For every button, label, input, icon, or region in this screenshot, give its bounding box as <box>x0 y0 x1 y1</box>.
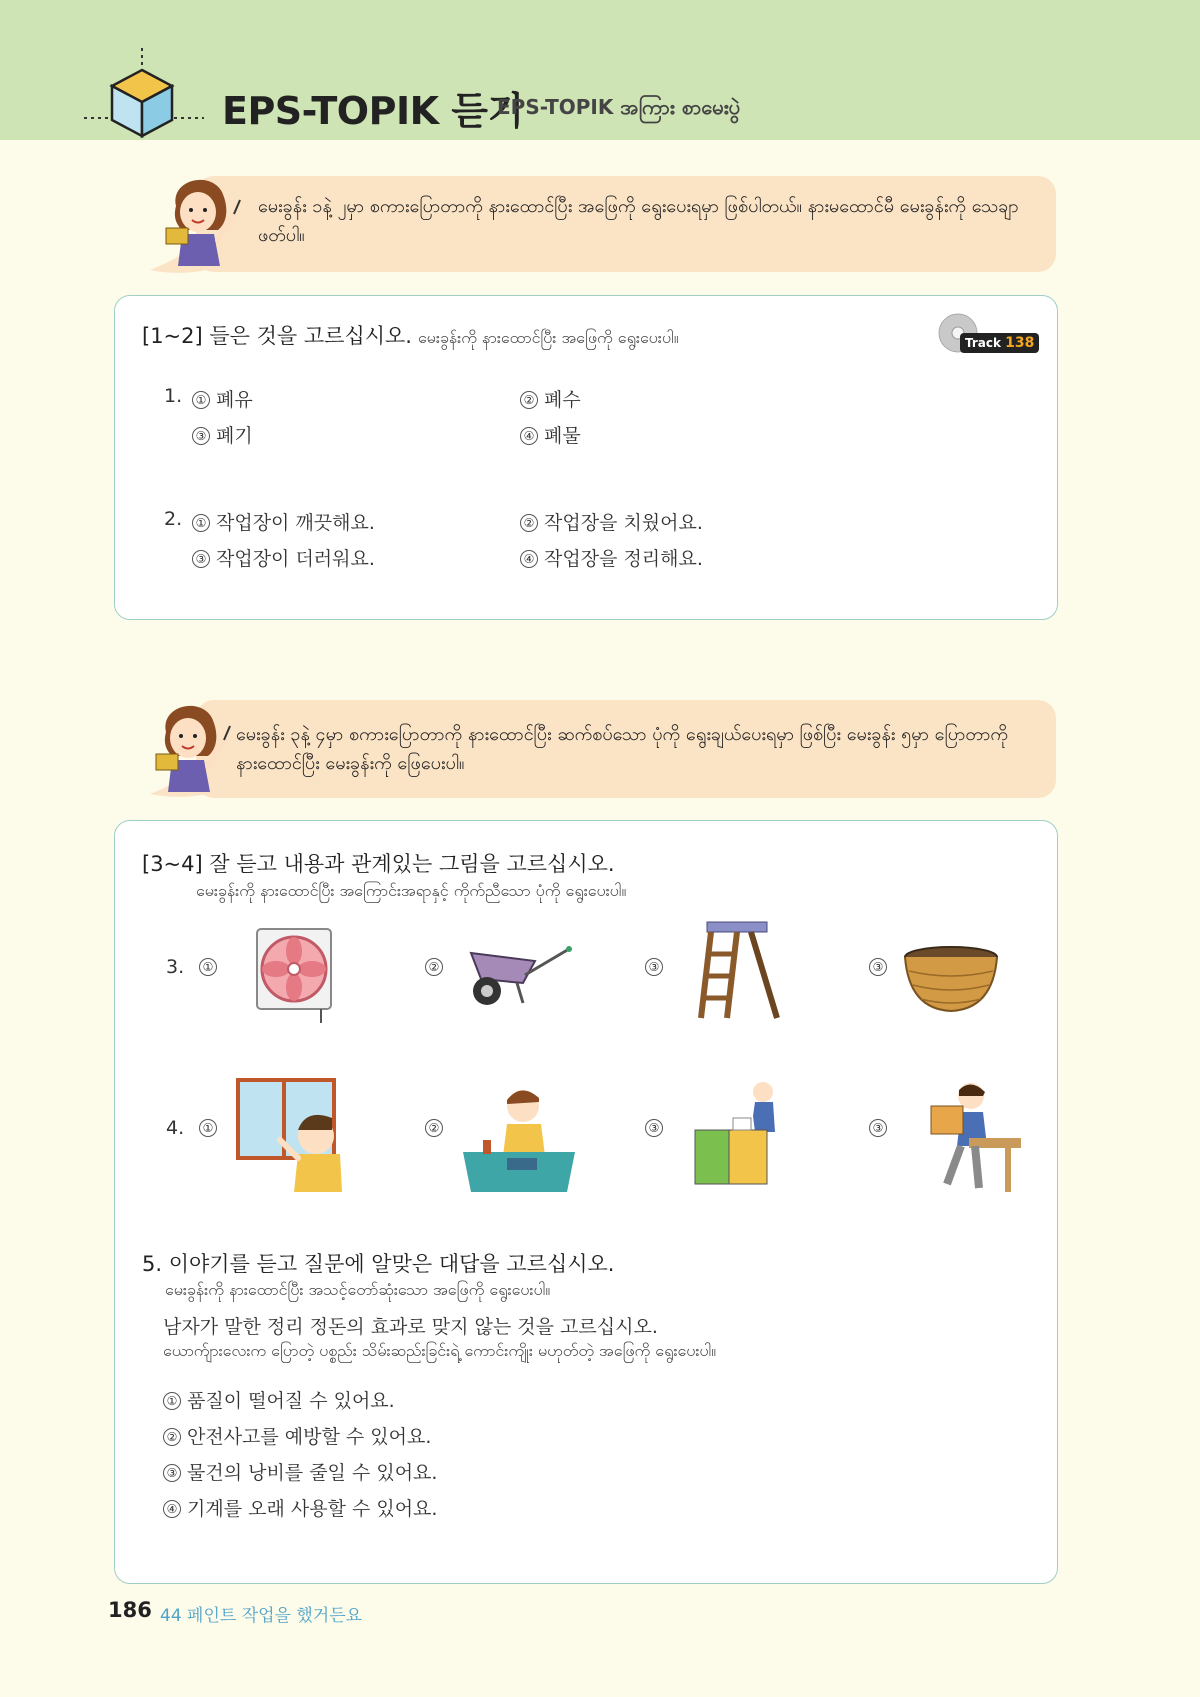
man-sorting-bins-icon <box>693 1080 779 1186</box>
page-number: 186 <box>108 1598 152 1622</box>
option-mark: ③ <box>869 1119 887 1137</box>
option-text: 품질이 떨어질 수 있어요. <box>187 1390 395 1412</box>
track-audio-button[interactable] <box>938 313 1035 357</box>
q2-option-3[interactable] <box>192 544 375 571</box>
option-mark: ③ <box>192 550 210 568</box>
question-number-3: 3. <box>166 956 185 978</box>
option-mark: ④ <box>520 550 538 568</box>
q5-option-3[interactable] <box>163 1458 437 1485</box>
teacher-icon <box>150 696 240 792</box>
option-text: 작업장이 더러워요. <box>216 548 375 570</box>
wheelbarrow-icon <box>465 935 580 1015</box>
q1-option-4[interactable] <box>520 421 581 448</box>
option-text: 폐물 <box>544 425 581 447</box>
q1-option-1[interactable] <box>192 385 253 412</box>
option-mark: ② <box>425 958 443 976</box>
q3-option-4[interactable] <box>869 956 893 978</box>
track-number: 138 <box>1005 335 1035 351</box>
instruction-text-2: မေးခွန်း ၃နဲ့ ၄မှာ စကားပြောတာကို နားထောင်ပြီး ဆက်စပ်သော ပုံကို ရွေးချယ်ပေးရမှာ ဖြစ်ပြီး မေးခွန်း ၅မှာ ပြောတာကို နားထောင်ပြီး မေးခွန်းကို ဖြေပေးပါ။ <box>236 724 1008 774</box>
instruction-bubble-1 <box>196 176 1056 272</box>
question-number-2: 2. <box>164 508 183 530</box>
basket-icon <box>903 945 999 1013</box>
option-mark: ② <box>520 391 538 409</box>
instruction-bubble-2 <box>196 700 1056 798</box>
section-2-heading-my: မေးခွန်းကို နားထောင်ပြီး အကြောင်းအရာနှင့် ကိုက်ညီသော ပုံကို ရွေးပေးပါ။ <box>196 881 627 900</box>
option-mark: ③ <box>645 958 663 976</box>
q3-option-1[interactable] <box>199 956 223 978</box>
q2-option-2[interactable] <box>520 508 703 535</box>
option-mark: ③ <box>192 427 210 445</box>
q4-option-2[interactable] <box>425 1117 449 1139</box>
instruction-text-1: မေးခွန်း ၁နဲ့ ၂မှာ စကားပြောတာကို နားထောင်ပြီး အဖြေကို ရွေးပေးရမှာ ဖြစ်ပါတယ်။ နားမထောင်မီ မေးခွန်းကို သေချာဖတ်ပါ။ <box>258 196 1019 246</box>
section-1-heading-kr: [1~2] 들은 것을 고르십시오. <box>142 324 412 348</box>
option-text: 폐유 <box>216 389 253 411</box>
exhaust-fan-icon <box>255 925 335 1025</box>
section-1-heading-my: မေးခွန်းကို နားထောင်ပြီး အဖြေကို ရွေးပေးပါ။ <box>417 328 679 347</box>
section-2-heading: [3~4] 잘 듣고 내용과 관계있는 그림을 고르십시오. <box>142 852 615 876</box>
option-text: 폐기 <box>216 425 253 447</box>
option-mark: ③ <box>163 1464 181 1482</box>
question-number-4: 4. <box>166 1117 185 1139</box>
section-1-heading <box>142 320 679 351</box>
section-3-heading: 5. 이야기를 듣고 질문에 알맞은 대답을 고르십시오. <box>142 1252 615 1276</box>
section-3-heading-my: မေးခွန်းကို နားထောင်ပြီး အသင့်တော်ဆုံးသော အဖြေကို ရွေးပေးပါ။ <box>165 1280 551 1299</box>
option-text: 작업장을 정리해요. <box>544 548 703 570</box>
q5-question-my: ယောက်ျားလေးက ပြောတဲ့ ပစ္စည်း သိမ်းဆည်းခြင်းရဲ့ ကောင်းကျိုး မဟုတ်တဲ့ အဖြေကို ရွေးပေးပါ။ <box>163 1341 717 1360</box>
page-title: EPS-TOPIK 듣기 <box>222 89 524 133</box>
q5-option-1[interactable] <box>163 1386 395 1413</box>
q4-option-4[interactable] <box>869 1117 893 1139</box>
man-at-desk-icon <box>463 1080 575 1192</box>
q5-question: 남자가 말한 정리 정돈의 효과로 맞지 않는 것을 고르십시오. <box>163 1316 658 1338</box>
option-mark: ① <box>163 1392 181 1410</box>
option-mark: ② <box>520 514 538 532</box>
man-closing-window-icon <box>236 1078 344 1192</box>
option-mark: ① <box>192 514 210 532</box>
option-text: 물건의 낭비를 줄일 수 있어요. <box>187 1462 438 1484</box>
option-text: 작업장이 깨끗해요. <box>216 512 375 534</box>
track-label: Track <box>965 336 1001 350</box>
ladder-icon <box>697 918 787 1022</box>
option-mark: ④ <box>163 1500 181 1518</box>
q3-option-2[interactable] <box>425 956 449 978</box>
q4-option-1[interactable] <box>199 1117 223 1139</box>
page-subtitle: EPS-TOPIK အကြား စာမေးပွဲ <box>497 95 741 119</box>
option-mark: ① <box>192 391 210 409</box>
q3-option-3[interactable] <box>645 956 669 978</box>
q2-option-4[interactable] <box>520 544 703 571</box>
teacher-icon <box>160 170 250 266</box>
cube-icon <box>84 48 204 144</box>
option-mark: ② <box>425 1119 443 1137</box>
option-mark: ① <box>199 958 217 976</box>
q1-option-3[interactable] <box>192 421 253 448</box>
lesson-title: 44 페인트 작업을 했거든요 <box>160 1606 363 1626</box>
option-mark: ② <box>163 1428 181 1446</box>
q5-option-2[interactable] <box>163 1422 431 1449</box>
option-text: 안전사고를 예방할 수 있어요. <box>187 1426 432 1448</box>
q5-option-4[interactable] <box>163 1494 437 1521</box>
q1-option-2[interactable] <box>520 385 581 412</box>
option-text: 기계를 오래 사용할 수 있어요. <box>187 1498 438 1520</box>
option-mark: ④ <box>520 427 538 445</box>
option-mark: ① <box>199 1119 217 1137</box>
question-number-1: 1. <box>164 385 183 407</box>
option-mark: ③ <box>645 1119 663 1137</box>
man-carrying-boxes-icon <box>917 1080 1021 1192</box>
q4-option-3[interactable] <box>645 1117 669 1139</box>
option-mark: ③ <box>869 958 887 976</box>
q2-option-1[interactable] <box>192 508 375 535</box>
option-text: 작업장을 치웠어요. <box>544 512 703 534</box>
track-badge <box>960 333 1039 353</box>
option-text: 폐수 <box>544 389 581 411</box>
